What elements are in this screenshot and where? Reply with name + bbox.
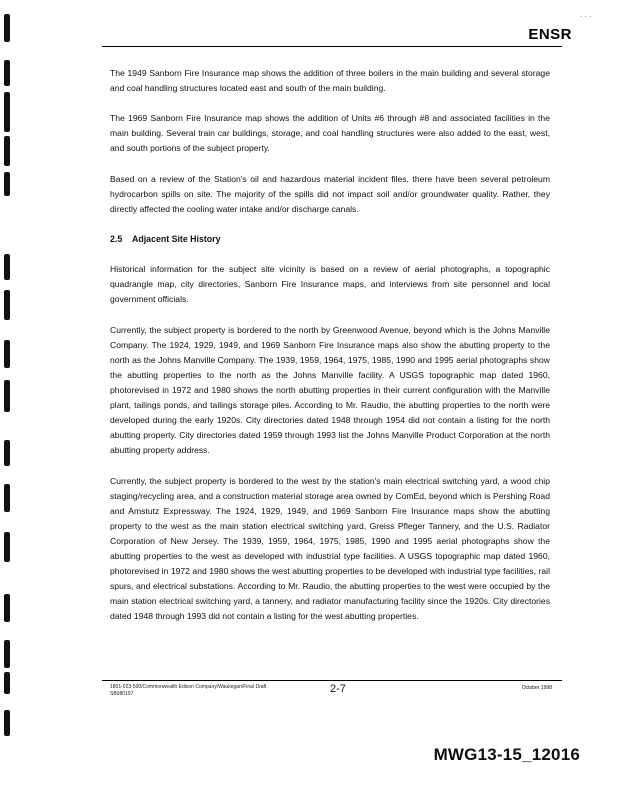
- binder-mark: [4, 484, 10, 512]
- footer-rule: [102, 680, 562, 681]
- binder-mark: [4, 136, 10, 166]
- binder-mark: [4, 640, 10, 668]
- footer-doc-reference: [110, 684, 266, 698]
- binder-mark: [4, 710, 10, 736]
- bates-number: MWG13-15_12016: [433, 745, 580, 764]
- paragraph: Currently, the subject property is bordered to the north by Greenwood Avenue, beyond which is the Johns Manville Company. The 1924, 1929, 1949, and 1969 Sanborn Fire Insurance maps also show the abutting property to the north as the Johns Manville Company. The 1939, 1959, 1964, 1975, 1985, 1990 and 1995 aerial photographs show the abutting properties to the north as the Johns Manville facility. A USGS topographic map dated 1960, photorevised in 1972 and 1980 shows the north abutting properties in their current configuration with the Manville plant, tailings ponds, and tailings storage piles. According to Mr. Raudio, the abutting properties to the north were developed during the early 1920s. City directories dated 1948 through 1954 did not contain a listing for the north abutting property. City directories dated 1959 through 1993 list the Johns Manville Product Corporation at the north abutting property address.: [110, 324, 550, 456]
- paragraph: The 1949 Sanborn Fire Insurance map shows the addition of three boilers in the main building and several storage and coal handling structures located east and south of the main building.: [110, 68, 550, 94]
- binder-mark: [4, 532, 10, 562]
- binder-mark: [4, 594, 10, 622]
- binder-mark: [4, 672, 10, 694]
- binder-mark: [4, 60, 10, 86]
- footer-date: October 1998: [521, 685, 552, 691]
- section-number: 2.5: [110, 234, 123, 245]
- binder-mark: [4, 440, 10, 466]
- binder-mark: [4, 380, 10, 412]
- footer-doc-line: SB080197: [110, 691, 134, 697]
- document-body: [110, 66, 550, 640]
- paragraph: The 1969 Sanborn Fire Insurance map shows the addition of Units #6 through #8 and associated facilities in the main building. Several train car buildings, storage, and coal handling structures were also added to the east, west, and south portions of the subject property.: [110, 113, 550, 154]
- binder-mark: [4, 254, 10, 280]
- scan-specks: · · ·: [579, 12, 592, 21]
- company-logo: ENSR: [528, 26, 572, 43]
- header-rule: [102, 46, 562, 47]
- binder-mark: [4, 14, 10, 42]
- paragraph: Historical information for the subject site vicinity is based on a review of aerial photographs, a topographic quadrangle map, city directories, Sanborn Fire Insurance maps, and interviews from site personnel and local government officials.: [110, 264, 550, 305]
- binder-mark: [4, 340, 10, 368]
- paragraph: Currently, the subject property is bordered to the west by the station's main electrical switching yard, a wood chip staging/recycling area, and a construction material storage area owned by ComEd, beyond which is Pershing Road and Amstutz Expressway. The 1924, 1929, 1949, and 1969 Sanborn Fire Insurance maps show the abutting property to the west as the main station electrical switching yard, Greiss Pfleger Tannery, and the U.S. Radiator Corporation of New Jersey. The 1939, 1959, 1964, 1975, 1985, 1990 and 1995 aerial photographs show the abutting properties to the west as developed with industrial type facilities. A USGS topographic map dated 1960, photorevised in 1972 and 1980 shows the west abutting properties to be developed with industrial type facilities, rail spurs, and electrical substations. According to Mr. Raudio, the abutting properties to the west were occupied by the main station electrical switching yard, a tannery, and radiator manufacturing facility since the 1920s. City directories dated 1948 through 1993 did not contain a listing for the west abutting properties.: [110, 475, 550, 622]
- binder-mark: [4, 172, 10, 196]
- page-number: 2-7: [330, 683, 346, 695]
- footer-doc-line: 1801-023-500/Commonwealth Edison Company/Waukegan/Final Draft: [110, 684, 267, 690]
- section-heading: [110, 232, 550, 247]
- paragraph: Based on a review of the Station's oil and hazardous material incident files, there have been several petroleum hydrocarbon spills on site. The majority of the spills did not impact soil and/or groundwater quality. Rather, they directly affected the cooling water intake and/or discharge canals.: [110, 173, 550, 214]
- binder-mark: [4, 92, 10, 132]
- section-title: Adjacent Site History: [132, 234, 221, 245]
- binder-mark: [4, 290, 10, 320]
